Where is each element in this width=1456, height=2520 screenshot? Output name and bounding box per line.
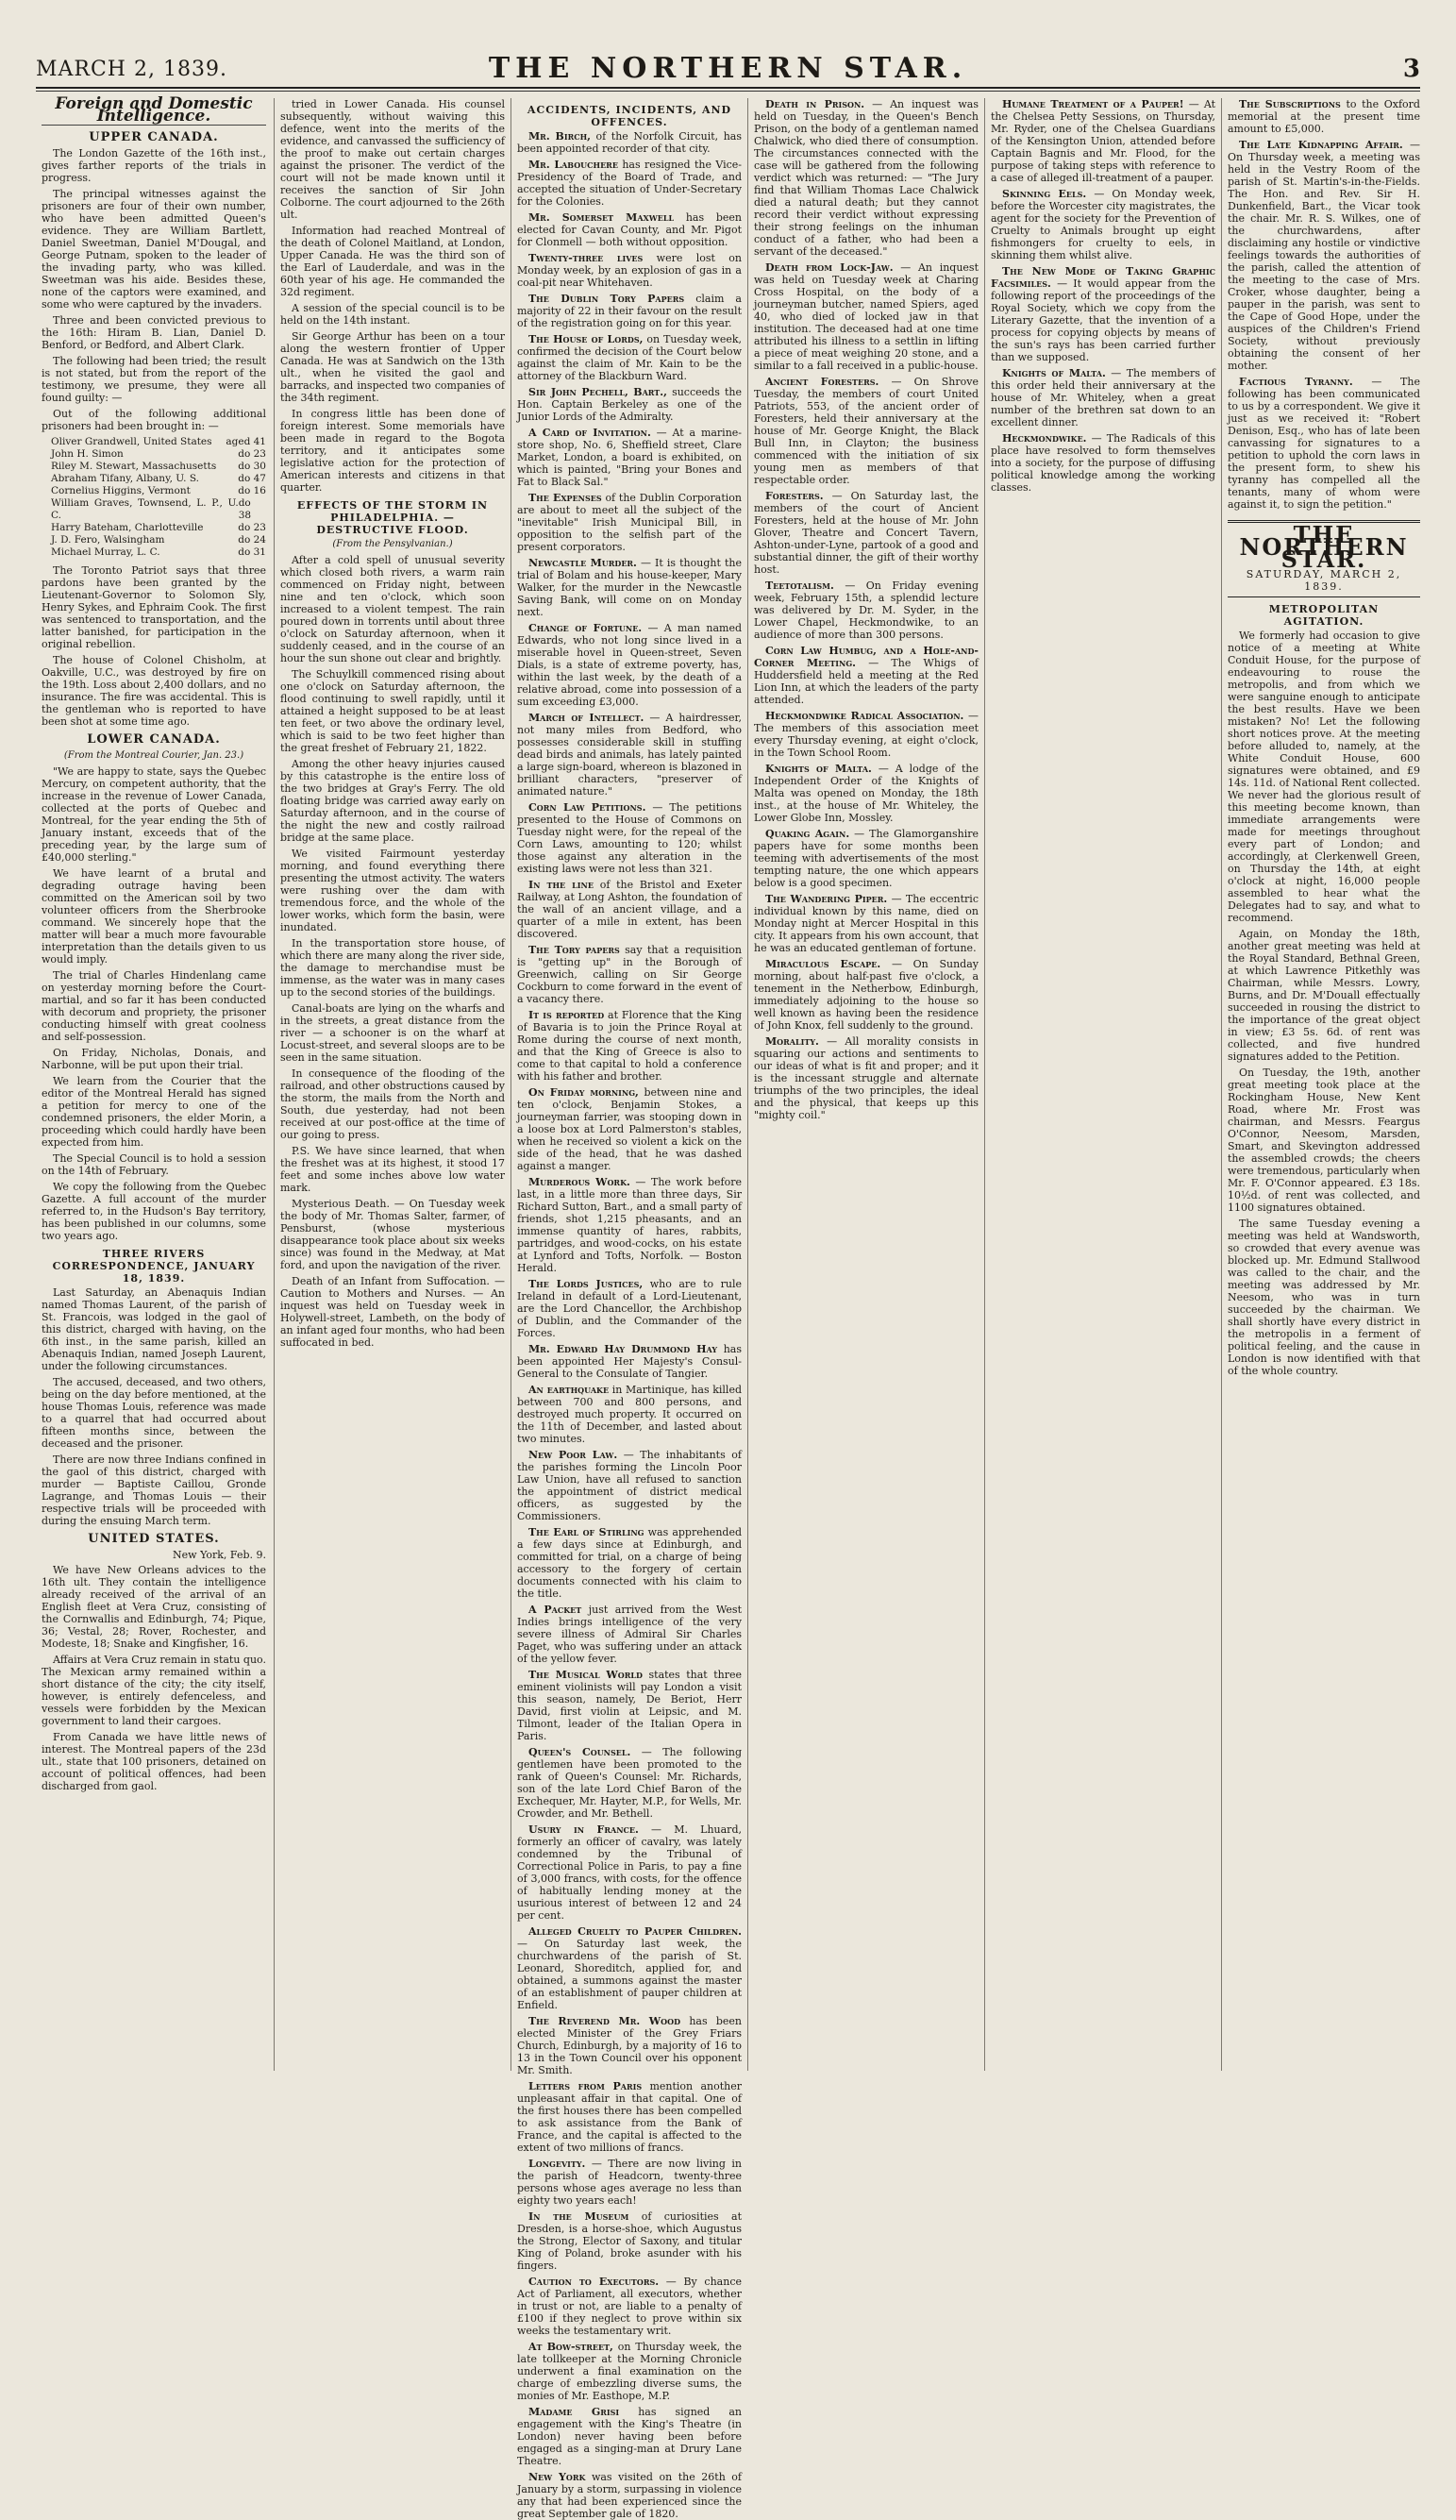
news-item — [754, 1035, 979, 1121]
news-item — [991, 432, 1215, 494]
news-item-lead: March of Intellect. — [528, 712, 644, 724]
news-item-text: between nine and ten o'clock, Benjamin Stokes, a journeyman farrier, was stooping down in a loose box at Lord Palmerston's stables, when he received so violent a kick on the side of the head, that he was dashed against a manger. — [517, 1086, 742, 1172]
paragraph: Out of the following additional prisoners had been brought in: — — [42, 408, 266, 432]
paragraph: In the transportation store house, of which there are many along the river side, the damage to merchandise must be immense, as the water was in many cases up to the second stories of the buildings. — [280, 937, 505, 999]
news-item-lead: The Dublin Tory Papers — [528, 293, 685, 305]
news-item — [517, 293, 742, 329]
news-item-text: — The Radicals of this place have resolved to form themselves into a society, for the purpose of diffusing political knowledge among the working classes. — [991, 432, 1215, 494]
news-item-text: — It would appear from the following report of the proceedings of the Royal Society, which we copy from the Literary Gazette, that the invention of a process for copying objects by means of the sun's rays has been carried further than we supposed. — [991, 277, 1216, 363]
news-item-text: — An inquest was held on Tuesday, in the Queen's Bench Prison, on the body of a gentleman named Chalwick, who died there of consumption. The circumstances connected with the case will be gathered from the following verdict which was returned: — "The Jury find that William Thomas Lace Chalwick died a natural death; but they cannot record their verdict without expressing their strong feelings on the inhuman conduct of a father, who had been a servant of the deceased." — [754, 98, 979, 258]
source-line: (From the Montreal Courier, Jan. 23.) — [63, 750, 244, 761]
paragraph: The Special Council is to hold a session on the 14th of February. — [42, 1152, 266, 1177]
page-number: 3 — [1402, 55, 1420, 83]
news-item-lead: New Poor Law. — [528, 1449, 618, 1461]
news-item — [517, 2471, 742, 2520]
paragraph: We have New Orleans advices to the 16th ult. They contain the intelligence already received of the arrival of an English fleet at Vera Cruz, consisting of the Cornwallis and Edinburgh, 74; Pique, 36; Vestal, 28; Rover, Rochester, and Modeste, 18; Snake and Kingfisher, 16. — [42, 1564, 266, 1650]
news-item-lead: In the Museum — [528, 2210, 629, 2223]
paragraph: Affairs at Vera Cruz remain in statu quo. The Mexican army remained within a short distance of the city; the city itself, however, is entirely defenceless, and vessels were forbidden by the Mexican government to land their cargoes. — [42, 1654, 266, 1727]
news-item — [754, 261, 979, 372]
news-item — [517, 1604, 742, 1665]
news-item — [517, 1449, 742, 1522]
prisoner-row: Oliver Grandwell, United States aged 41 — [51, 436, 266, 447]
news-item-lead: Knights of Malta. — [765, 763, 872, 775]
news-item — [754, 645, 979, 706]
news-item-text: at Florence that the King of Bavaria is to join the Prince Royal at Rome during the course of next month, and that the King of Greece is also to come to that capital to hold a conference with his father and brother. — [517, 1009, 743, 1083]
news-item — [517, 2015, 742, 2076]
paragraph: Three and been convicted previous to the 16th: Hiram B. Lian, Daniel D. Benford, or Bedford, and Albert Clark. — [42, 314, 266, 351]
news-item — [517, 252, 742, 289]
news-item-lead: Heckmondwike. — [1002, 432, 1087, 445]
news-item-text: — On Shrove Tuesday, the members of court United Patriots, 553, of the ancient order of Foresters, held their anniversary at the house of Mr. George Knight, the Black Bull Inn, in Clayton; the business commenced with the initiation of six young men as members of that respectable order. — [754, 376, 979, 486]
news-item-text: — The following has been communicated to us by a correspondent. We give it just as we received it: "Robert Denison, Esq., who has of late been canvassing for signatures to a petition to uphold the corn laws in the present form, to shew his tyranny has compelled all the tenants, many of whom were against it, to sign the petition." — [1228, 376, 1420, 511]
news-item — [991, 367, 1215, 428]
news-item-lead: Queen's Counsel. — [528, 1746, 631, 1758]
paragraph: P.S. We have since learned, that when the freshet was at its highest, it stood 17 feet and some inches above low water mark. — [280, 1145, 505, 1194]
heading-lower-canada: LOWER CANADA. — [87, 732, 221, 747]
news-item-lead: At Bow-street, — [528, 2341, 613, 2353]
news-items — [991, 98, 1215, 494]
column-5 — [991, 98, 1215, 2071]
prisoner-row: Harry Bateham, Charlotteville do 23 — [51, 522, 266, 533]
prisoner-row: John H. Simon do 23 — [51, 448, 266, 460]
news-item — [991, 98, 1215, 184]
news-item-text: — At the Chelsea Petty Sessions, on Thursday, Mr. Ryder, one of the Chelsea Guardians of the Kensington Union, attended before Captain Bagnis and Mr. Flood, for the purpose of taking steps with reference to a case of alleged ill-treatment of a pauper. — [991, 98, 1216, 184]
paragraph: tried in Lower Canada. His counsel subsequently, without waiving this defence, went into the merits of the evidence, and canvassed the sufficiency of the proof to make out certain charges against the prisoner. The verdict of the court will not be made known until it receives the sanction of Sir John Colborne. The court adjourned to the 26th ult. — [280, 98, 505, 221]
news-item — [517, 159, 742, 208]
column-6 — [1228, 98, 1420, 2071]
news-item-lead: Mr. Labouchere — [528, 159, 618, 171]
news-item-lead: A Packet — [528, 1604, 582, 1616]
news-item-lead: Longevity. — [528, 2158, 586, 2170]
news-item-lead: The New Mode of Taking Graphic Facsimiles. — [991, 265, 1215, 290]
paragraph: Information had reached Montreal of the death of Colonel Maitland, at London, Upper Canada. He was the third son of the Earl of Lauderdale, and was in the 60th year of his age. He commanded the 32d regiment. — [280, 225, 505, 298]
news-item-lead: Ancient Foresters. — [765, 376, 879, 388]
news-item-lead: Caution to Executors. — [528, 2276, 660, 2288]
news-item — [517, 2210, 742, 2272]
news-item-lead: Newcastle Murder. — [528, 557, 637, 569]
paragraph: We have learnt of a brutal and degrading outrage having been committed on the American soil by two volunteer officers from the Sherbrooke command. We sincerely hope that the matter will bear a much more favourable interpretation than the details given to us would imply. — [42, 867, 266, 966]
column-divider — [984, 98, 985, 2071]
news-item — [517, 2406, 742, 2467]
news-item-text: of the Bristol and Exeter Railway, at Long Ashton, the foundation of the wall of an ancient village, and a quarter of a mile in extent, has been discovered. — [517, 879, 742, 940]
paragraph: The house of Colonel Chisholm, at Oakville, U.C., was destroyed by fire on the 19th. Loss about 2,400 dollars, and no insurance. The fire was accidental. This is the gentleman who is reported to have been shot at some time ago. — [42, 654, 266, 728]
news-item — [517, 1526, 742, 1600]
news-item-text: — On Thursday week, a meeting was held in the Vestry Room of the parish of St. Martin's-in-the-Fields. The Hon. and Rev. Sir H. Dunkenfield, Bart., the Vicar took the chair. Mr. R. S. Wilkes, one of the churchwardens, after disclaiming any hostile or vindictive feelings towards the authorities of the parish, called the attention of the meeting to the case of Mrs. Croker, whose daughter, being a pauper in the parish, was sent to the Cape of Good Hope, under the auspices of the Children's Friend Society, without previously obtaining the consent of her mother. — [1228, 139, 1421, 372]
news-item-text: of the Dublin Corporation are about to meet all the subject of the "inevitable" Irish Municipal Bill, in opposition to the selfish part of the present corporators. — [517, 492, 743, 553]
paragraph: The trial of Charles Hindenlang came on yesterday morning before the Court-martial, and so far it has been conducted with decorum and propriety, the prisoner conducting himself with great coolness and self-possession. — [42, 969, 266, 1043]
news-item-text: — The members of this order held their anniversary at the house of Mr. Whiteley, when a great number of the brethren sat down to an excellent dinner. — [991, 367, 1216, 428]
paragraph: Among the other heavy injuries caused by this catastrophe is the entire loss of the two bridges at Gray's Ferry. The old floating bridge was carried away early on Saturday afternoon, and in the course of the night the new and costly railroad bridge at the same place. — [280, 758, 505, 844]
news-item-lead: The Musical World — [528, 1669, 643, 1681]
paragraph: The Schuylkill commenced rising about one o'clock on Saturday afternoon, the flood continuing to swell rapidly, until it attained a height supposed to be at least ten feet, or two above the ordinary level, which is said to be two feet higher than the great freshet of February 21, 1822. — [280, 668, 505, 754]
news-item — [517, 492, 742, 553]
news-item — [517, 130, 742, 155]
news-item-lead: The Late Kidnapping Affair. — [1239, 139, 1403, 151]
news-item-text: just arrived from the West Indies brings intelligence of the very severe illness of Admiral Sir Charles Paget, who was suffering under an attack of the yellow fever. — [517, 1604, 742, 1665]
news-item-text: who are to rule Ireland in default of a Lord-Lieutenant, are the Lord Chancellor, the Archbishop of Dublin, and the Commander of the Forces. — [517, 1278, 743, 1339]
paragraph: The following had been tried; the result is not stated, but from the report of the testimony, we presume, they were all found guilty: — — [42, 355, 266, 404]
news-item — [517, 1009, 742, 1083]
news-item-text: — An inquest was held on Tuesday week at Charing Cross Hospital, on the body of a journeyman butcher, named Spiers, aged 40, who died of locked jaw in that institution. The deceased had at one time attributed his illness to a settlin in lifting a piece of meat weighing 20 stone, and a similar to a fall received in a public-house. — [754, 261, 979, 372]
news-item-lead: It is reported — [528, 1009, 605, 1021]
news-item-text: has been appointed Her Majesty's Consul-General to the Consulate of Tangier. — [517, 1343, 742, 1380]
news-item-lead: Murderous Work. — [528, 1176, 630, 1188]
news-item-text: — It is thought the trial of Bolam and his house-keeper, Mary Walker, for the murder in the Newcastle Saving Bank, will come on on Monday next. — [517, 557, 742, 618]
news-item-lead: Knights of Malta. — [1002, 367, 1106, 379]
news-item — [754, 376, 979, 486]
prisoner-list — [51, 436, 266, 559]
column-divider — [274, 98, 275, 2071]
news-item-text: was visited on the 26th of January by a storm, surpassing in violence any that had been experienced since the great September gale of 1820. — [517, 2471, 742, 2520]
news-item-text: in Martinique, has killed between 700 and 800 persons, and destroyed much property. It occurred on the 11th of December, and lasted about two minutes. — [517, 1384, 742, 1445]
prisoner-row: Riley M. Stewart, Massachusetts do 30 — [51, 461, 266, 472]
news-item — [517, 557, 742, 618]
paragraph: The accused, deceased, and two others, being on the day before mentioned, at the house Thomas Louis, reference was made to a quarrel that had occurred about fifteen months since, between the deceased and the prisoner. — [42, 1376, 266, 1450]
paragraph: In consequence of the flooding of the railroad, and other obstructions caused by the storm, the mails from the North and South, due yesterday, had not been received at our post-office at the time of our going to press. — [280, 1067, 505, 1141]
news-item-lead: The Earl of Stirling — [528, 1526, 644, 1538]
paragraph: After a cold spell of unusual severity which closed both rivers, a warm rain commenced on Friday night, between nine and ten o'clock, which soon increased to a violent tempest. The rain poured down in torrents until about three o'clock on Saturday afternoon, when it suddenly ceased, and in the course of an hour the sun shone out clear and brightly. — [280, 554, 505, 664]
news-item — [517, 1746, 742, 1820]
news-item-lead: New York — [528, 2471, 586, 2483]
heading-united-states: UNITED STATES. — [88, 1532, 220, 1546]
news-item-lead: A Card of Invitation. — [528, 427, 651, 439]
news-item — [517, 1176, 742, 1274]
heading-accidents: ACCIDENTS, INCIDENTS, AND OFFENCES. — [527, 104, 732, 128]
news-item-lead: Usury in France. — [528, 1823, 639, 1836]
news-item-text: — The inhabitants of the parishes forming the Lincoln Poor Law Union, have all refused to sanction the appointment of district medical officers, as suggested by the Commissioners. — [517, 1449, 742, 1522]
news-item-text: on Tuesday week, confirmed the decision of the Court below against the claim of Mr. Kain to be the attorney of the Blackburn Ward. — [517, 333, 742, 382]
source-line: (From the Pensylvanian.) — [332, 539, 453, 549]
news-item-lead: The Tory papers — [528, 944, 620, 956]
news-item — [517, 622, 742, 708]
news-item-lead: Humane Treatment of a Pauper! — [1002, 98, 1184, 110]
paragraph: Again, on Monday the 18th, another great meeting was held at the Royal Standard, Bethnal Green, at which Lawrence Pitkethly was Chairman, while Messrs. Lowry, Burns, and Dr. M'Douall effectually succeeded in rousing the district to the importance of the great object in view; £3 5s. 6d. of rent was collected, and five hundred signatures added to the Petition. — [1228, 928, 1420, 1063]
prisoner-row: William Graves, Townsend, L. P., U. C. do 38 — [51, 497, 252, 521]
paragraph: "We are happy to state, says the Quebec Mercury, on competent authority, that the increase in the revenue of Lower Canada, collected at the ports of Quebec and Montreal, for the year ending the 5th of January instant, exceeds that of the preceding year, by the large sum of £40,000 sterling." — [42, 765, 266, 864]
paragraph: Last Saturday, an Abenaquis Indian named Thomas Laurent, of the parish of St. Francois, was lodged in the gaol of this district, charged with having, on the 6th inst., in the same parish, killed an Abenaquis Indian, named Joseph Laurent, under the following circumstances. — [42, 1286, 266, 1372]
editorial-date: SATURDAY, MARCH 2, 1839. — [1246, 568, 1402, 593]
news-item-text: has been elected for Cavan County, and Mr. Pigot for Clonmell — both without opposition. — [517, 211, 743, 248]
news-item — [754, 490, 979, 576]
news-item-text: say that a requisition is "getting up" in the Borough of Greenwich, calling on Sir George Cockburn to come forward in the event of a vacancy there. — [517, 944, 743, 1005]
prisoner-row: Abraham Tifany, Albany, U. S. do 47 — [51, 473, 266, 484]
news-item-text: — The eccentric individual known by this name, died on Monday night at Mercer Hospital in this city. It appears from his own account, that he was an educated gentleman of fortune. — [754, 893, 979, 954]
news-item-text: — On Friday evening week, February 15th, a splendid lecture was delivered by Dr. M. Syder, in the Lower Chapel, Heckmondwike, to an audience of more than 300 persons. — [754, 580, 979, 641]
news-item — [517, 1384, 742, 1445]
masthead — [36, 52, 1420, 89]
news-item-lead: Letters from Paris — [528, 2080, 643, 2092]
paragraph: We visited Fairmount yesterday morning, and found everything there presenting the utmost activity. The waters were rushing over the dam with tremendous force, and the whole of the lower works, which form the basin, were inundated. — [280, 848, 505, 933]
news-item — [517, 944, 742, 1005]
column-1 — [42, 94, 266, 2071]
news-item — [1228, 139, 1420, 372]
paragraph: On Tuesday, the 19th, another great meeting took place at the Rockingham House, New Kent Road, where Mr. Frost was chairman, and Messrs. Feargus O'Connor, Neesom, Marsden, Smart, and Skevington addressed the assembled crowds; the cheers were tremendous, particularly when Mr. F. O'Connor appeared. £3 18s. 10½d. of rent was collected, and 1100 signatures obtained. — [1228, 1067, 1420, 1214]
news-item — [754, 958, 979, 1032]
editorial-masthead — [1228, 520, 1420, 597]
news-item-text: mention another unpleasant affair in that capital. One of the first houses there has been compelled to ask assistance from the Bank of France, and the capital is affected to the extent of two millions of francs. — [517, 2080, 742, 2154]
news-item — [517, 2276, 742, 2337]
dateline: New York, Feb. 9. — [173, 1549, 266, 1561]
column-divider — [747, 98, 748, 2071]
news-item — [517, 2158, 742, 2207]
news-item-lead: Miraculous Escape. — [765, 958, 881, 970]
heading-metropolitan-agitation: METROPOLITAN AGITATION. — [1268, 603, 1380, 628]
paragraph: We learn from the Courier that the editor of the Montreal Herald has signed a petition for mercy to one of the condemned prisoners, the elder Morin, a proceeding which could hardly have been expected from him. — [42, 1075, 266, 1149]
section-title: Foreign and Domestic Intelligence. — [42, 98, 266, 126]
column-divider — [510, 98, 511, 2071]
paragraph: The same Tuesday evening a meeting was held at Wandsworth, so crowded that every avenue was blocked up. Mr. Edmund Stallwood was called to the chair, and the meeting was addressed by Mr. Neesom, who was in turn succeeded by the chairman. We shall shortly have every district in the metropolis in a ferment of political feeling, and the cause in London is now identified with that of the whole country. — [1228, 1218, 1420, 1377]
news-item — [517, 1278, 742, 1339]
news-item-text: — M. Lhuard, formerly an officer of cavalry, was lately condemned by the Tribunal of Correctional Police in Paris, to pay a fine of 3,000 francs, with costs, for the offence of habitually lending money at the usurious interest of between 12 and 24 per cent. — [517, 1823, 742, 1922]
news-item-lead: Foresters. — [765, 490, 824, 502]
news-item — [517, 1925, 742, 2011]
news-item-lead: Morality. — [765, 1035, 819, 1048]
news-item-lead: On Friday morning, — [528, 1086, 639, 1099]
news-item-lead: Change of Fortune. — [528, 622, 643, 634]
news-item-text: — The members of this association meet every Thursday evening, at eight o'clock, in the Town School Room. — [754, 710, 979, 759]
news-item-text: states that three eminent violinists will pay London a visit this season, namely, De Beriot, Herr David, first violin at Leipsic, and M. Tilmont, leader of the Italian Opera in Paris. — [517, 1669, 743, 1742]
news-item-lead: Quaking Again. — [765, 828, 850, 840]
paragraph: Mysterious Death. — On Tuesday week the body of Mr. Thomas Salter, farmer, of Pensburst, (whose mysterious disappearance took place about six weeks since) was found in the Medway, at Mat ford, and upon the navigation of the river. — [280, 1198, 505, 1271]
news-item — [991, 188, 1215, 261]
news-item-lead: Death in Prison. — [765, 98, 865, 110]
paragraph: In congress little has been done of foreign interest. Some memorials have been made in regard to the Bogota territory, and it anticipates some legislative action for the protection of American interests and citizens in that quarter. — [280, 408, 505, 494]
news-item-text: claim a majority of 22 in their favour on the result of the registration going on for this year. — [517, 293, 742, 329]
news-item-text: has signed an engagement with the King's Theatre (in London) never having been before engaged as a singing-man at Drury Lane Theatre. — [517, 2406, 743, 2467]
news-item-text: — The petitions presented to the House of Commons on Tuesday night were, for the repeal of the Corn Laws, amounting to 120; whilst those against any alteration in the existing laws were not less than 321. — [517, 801, 742, 875]
column-4 — [754, 98, 979, 2071]
heading-upper-canada: UPPER CANADA. — [89, 130, 219, 144]
news-item — [754, 580, 979, 641]
news-item — [517, 2080, 742, 2154]
news-item-text: were lost on Monday week, by an explosion of gas in a coal-pit near Whitehaven. — [517, 252, 742, 289]
news-item — [517, 1343, 742, 1380]
news-item-text: — At a marine-store shop, No. 6, Sheffield street, Clare Market, London, a board is exhibited, on which is painted, "Bring your Bones and Fat to Black Sal." — [517, 427, 743, 488]
paragraph: The principal witnesses against the prisoners are four of their own number, who have been admitted Queen's evidence. They are William Bartlett, Daniel Sweetman, Daniel M'Dougal, and George Putnam, spoken to the leader of the invading party, who was killed. Sweetman was his aide. Besides these, none of the captors were examined, and some who were captured by the invaders. — [42, 188, 266, 311]
news-item-lead: Teetotalism. — [765, 580, 834, 592]
news-item-text: — On Sunday morning, about half-past five o'clock, a tenement in the Netherbow, Edinburgh, immediately adjoining to the house so well known as having been the residence of John Knox, fell suddenly to the ground. — [754, 958, 979, 1032]
news-items — [517, 130, 742, 2520]
news-item — [517, 333, 742, 382]
news-item-lead: The Lords Justices, — [528, 1278, 644, 1290]
news-item — [754, 98, 979, 258]
news-item-text: of the Norfolk Circuit, has been appointed recorder of that city. — [517, 130, 742, 155]
paragraph: We copy the following from the Quebec Gazette. A full account of the murder referred to, in the Hudson's Bay territory, has been published in our columns, some two years ago. — [42, 1181, 266, 1242]
editorial-title: THE NORTHERN STAR. — [1239, 521, 1409, 573]
news-item-lead: An earthquake — [528, 1384, 610, 1396]
column-3 — [517, 98, 743, 2520]
news-item-text: — By chance Act of Parliament, all executors, whether in trust or not, are liable to a penalty of £100 if they neglect to prove within six weeks the testamentary writ. — [517, 2276, 742, 2337]
news-item — [517, 801, 742, 875]
paragraph: Sir George Arthur has been on a tour along the western frontier of Upper Canada. He was at Sandwich on the 13th ult., when he visited the gaol and barracks, and inspected two companies of the 34th regiment. — [280, 330, 505, 404]
paragraph: The London Gazette of the 16th inst., gives farther reports of the trials in progress. — [42, 147, 266, 184]
news-item-text: — The Whigs of Huddersfield held a meeting at the Red Lion Inn, at which the leaders of the party attended. — [754, 657, 979, 706]
prisoner-row: Michael Murray, L. C. do 31 — [51, 546, 266, 558]
paragraph: A session of the special council is to be held on the 14th instant. — [280, 302, 505, 327]
news-item-lead: The Expenses — [528, 492, 602, 504]
news-item-text: — There are now living in the parish of Headcorn, twenty-three persons whose ages average no less than eighty two years each! — [517, 2158, 742, 2207]
news-item-text: — On Monday week, before the Worcester city magistrates, the agent for the society for the Prevention of Cruelty to Animals brought up eight fishmongers for cruelty to eels, in skinning them whilst alive. — [991, 188, 1215, 261]
news-item-lead: Factious Tyranny. — [1239, 376, 1353, 388]
heading-three-rivers: THREE RIVERS CORRESPONDENCE, JANUARY 18, 1839. — [52, 1248, 256, 1285]
news-item-lead: Alleged Cruelty to Pauper Children. — [528, 1925, 742, 1938]
news-item-lead: Sir John Pechell, Bart., — [528, 386, 667, 398]
news-item-text: succeeds the Hon. Captain Berkeley as one of the Junior Lords of the Admiralty. — [517, 386, 742, 423]
news-item-text: — A man named Edwards, who not long since lived in a miserable hovel in Queen-street, Seven Dials, is a state of extreme poverty, has, within the last week, by the death of a relative abroad, come into possession of a sum exceeding £3,000. — [517, 622, 742, 708]
news-items — [1228, 98, 1420, 511]
news-item-lead: Skinning Eels. — [1002, 188, 1087, 200]
news-item — [517, 1669, 742, 1742]
paragraph: On Friday, Nicholas, Donais, and Narbonne, will be put upon their trial. — [42, 1047, 266, 1071]
news-item-text: to the Oxford memorial at the present time amount to £5,000. — [1228, 98, 1420, 135]
news-item — [754, 893, 979, 954]
news-item — [991, 265, 1215, 363]
news-item-text: — On Saturday last week, the churchwardens of the parish of St. Leonard, Shoreditch, applied for, and obtained, a summons against the master of an establishment of pauper children at Enfield. — [517, 1938, 742, 2011]
paragraph: Canal-boats are lying on the wharfs and in the streets, a great distance from the river — a schooner is on the wharf at Locust-street, and several sloops are to be seen in the same situation. — [280, 1002, 505, 1064]
news-item — [517, 1823, 742, 1922]
news-item — [517, 1086, 742, 1172]
prisoner-row: J. D. Fero, Walsingham do 24 — [51, 534, 266, 546]
news-item-lead: Corn Law Humbug, and a Hole-and-Corner Meeting. — [754, 645, 979, 669]
news-item-lead: The Wandering Piper. — [765, 893, 888, 905]
issue-date: MARCH 2, 1839. — [36, 58, 227, 81]
news-item-text: of curiosities at Dresden, is a horse-shoe, which Augustus the Strong, Elector of Saxony, and titular King of Poland, broke asunder with his fingers. — [517, 2210, 743, 2272]
news-item-text: — A hairdresser, not many miles from Bedford, who possesses considerable skill in stuffing dead birds and animals, has lately painted a large sign-board, whereon is blazoned in brilliant characters, "preserver of animated nature." — [517, 712, 742, 798]
news-item-lead: Madame Grisi — [528, 2406, 620, 2418]
news-item — [517, 386, 742, 423]
news-item-lead: Mr. Somerset Maxwell — [528, 211, 675, 224]
news-item-lead: In the line — [528, 879, 594, 891]
news-item-text: — The following gentlemen have been promoted to the rank of Queen's Counsel: Mr. Richards, son of the late Lord Chief Baron of the Exchequer, Mr. Hayter, M.P., for Wells, Mr. Crowder, and Mr. Bethell. — [517, 1746, 743, 1820]
news-item-lead: The House of Lords, — [528, 333, 644, 345]
column-2 — [280, 98, 505, 2071]
news-item-text: — A lodge of the Independent Order of the Knights of Malta was opened on Monday, the 18th inst., at the house of Mr. Whiteley, the Lower Globe Inn, Mossley. — [754, 763, 979, 824]
news-item — [517, 211, 742, 248]
sub-heading: EFFECTS OF THE STORM IN PHILADELPHIA. — DESTRUCTIVE FLOOD. — [296, 499, 489, 536]
news-item-lead: Mr. Birch, — [528, 130, 591, 143]
news-item — [754, 710, 979, 759]
column-divider — [1221, 98, 1222, 2071]
paragraph: There are now three Indians confined in the gaol of this district, charged with murder — Baptiste Caillou, Gronde Lagrange, and Thomas Louis — their respective trials will be proceeded with during the ensuing March term. — [42, 1453, 266, 1527]
news-item — [517, 2341, 742, 2402]
news-item — [754, 763, 979, 824]
news-item — [754, 828, 979, 889]
news-item-text: has been elected Minister of the Grey Friars Church, Edinburgh, by a majority of 16 to 13 in the Town Council over his opponent Mr. Smith. — [517, 2015, 743, 2076]
news-item-lead: Heckmondwike Radical Association. — [765, 710, 964, 722]
news-item — [517, 712, 742, 798]
paragraph: We formerly had occasion to give notice of a meeting at White Conduit House, for the purpose of endeavouring to rouse the metropolis, and from which we were sanguine enough to anticipate the best results. Have we been mistaken? No! Let the following short notices prove. At the meeting before alluded to, namely, at the White Conduit House, 600 signatures were obtained, and £9 14s. 11d. of National Rent collected. We never had the glorious result of this meeting become known, than immediate arrangements were made for meetings throughout every part of London; and accordingly, at Clerkenwell Green, on Thursday the 14th, at eight o'clock at night, 16,000 people assembled to hear what the Delegates had to say, and what to recommend. — [1228, 630, 1421, 924]
newspaper-title: THE NORTHERN STAR. — [488, 52, 968, 85]
news-item — [1228, 98, 1420, 135]
news-item-text: was apprehended a few days since at Edinburgh, and committed for trial, on a charge of being accessory to the forgery of certain documents connected with his claim to the title. — [517, 1526, 742, 1600]
news-item-text: has resigned the Vice-Presidency of the Board of Trade, and accepted the situation of Under-Secretary for the Colonies. — [517, 159, 742, 208]
news-item-lead: Death from Lock-Jaw. — [765, 261, 894, 274]
prisoner-row: Cornelius Higgins, Vermont do 16 — [51, 485, 266, 496]
news-item — [517, 879, 742, 940]
news-item-lead: Twenty-three lives — [528, 252, 644, 264]
news-item-text: — On Saturday last, the members of the court of Ancient Foresters, held at the house of Mr. John Glover, Theatre and Concert Tavern, Ashton-under-Lyne, partook of a good and substantial dinner, the gift of their worthy host. — [754, 490, 979, 576]
news-item-lead: Corn Law Petitions. — [528, 801, 646, 814]
news-item-lead: The Subscriptions — [1239, 98, 1341, 110]
news-item-lead: Mr. Edward Hay Drummond Hay — [528, 1343, 718, 1355]
news-items — [754, 98, 979, 1121]
news-item-text: on Thursday week, the late tollkeeper at the Morning Chronicle underwent a final examination on the charge of embezzling diverse sums, the monies of Mr. Easthope, M.P. — [517, 2341, 742, 2402]
paragraph: From Canada we have little news of interest. The Montreal papers of the 23d ult., state that 100 prisoners, detained on account of political offences, had been discharged from gaol. — [42, 1731, 266, 1792]
news-item-lead: The Reverend Mr. Wood — [528, 2015, 681, 2027]
paragraph: Death of an Infant from Suffocation. — Caution to Mothers and Nurses. — An inquest was held on Tuesday week in Holywell-street, Lambeth, on the body of an infant aged four months, who had been suffocated in bed. — [280, 1275, 505, 1349]
news-item-text: — All morality consists in squaring our actions and sentiments to our ideas of what is fit and proper; and it is the incessant struggle and alternate triumphs of the two principles, the ideal and the physical, that keeps up this "mighty coil." — [754, 1035, 979, 1121]
header-rule — [36, 91, 1420, 92]
news-item-text: — The work before last, in a little more than three days, Sir Richard Sutton, Bart., and a small party of friends, shot 1,215 pheasants, and an immense quantity of hares, rabbits, partridges, and wood-cocks, on his estate at Lynford and Tofts, Norfolk. — Boston Herald. — [517, 1176, 742, 1274]
news-item — [517, 427, 742, 488]
paragraph: The Toronto Patriot says that three pardons have been granted by the Lieutenant-Governor to Solomon Sly, Henry Sykes, and Ephraim Cook. The first was sentenced to transportation, and the latter banished, for participation in the original rebellion. — [42, 564, 266, 650]
news-item-text: — The Glamorganshire papers have for some months been teeming with advertisements of the most tempting nature, the one which appears below is a good specimen. — [754, 828, 979, 889]
news-item — [1228, 376, 1420, 511]
